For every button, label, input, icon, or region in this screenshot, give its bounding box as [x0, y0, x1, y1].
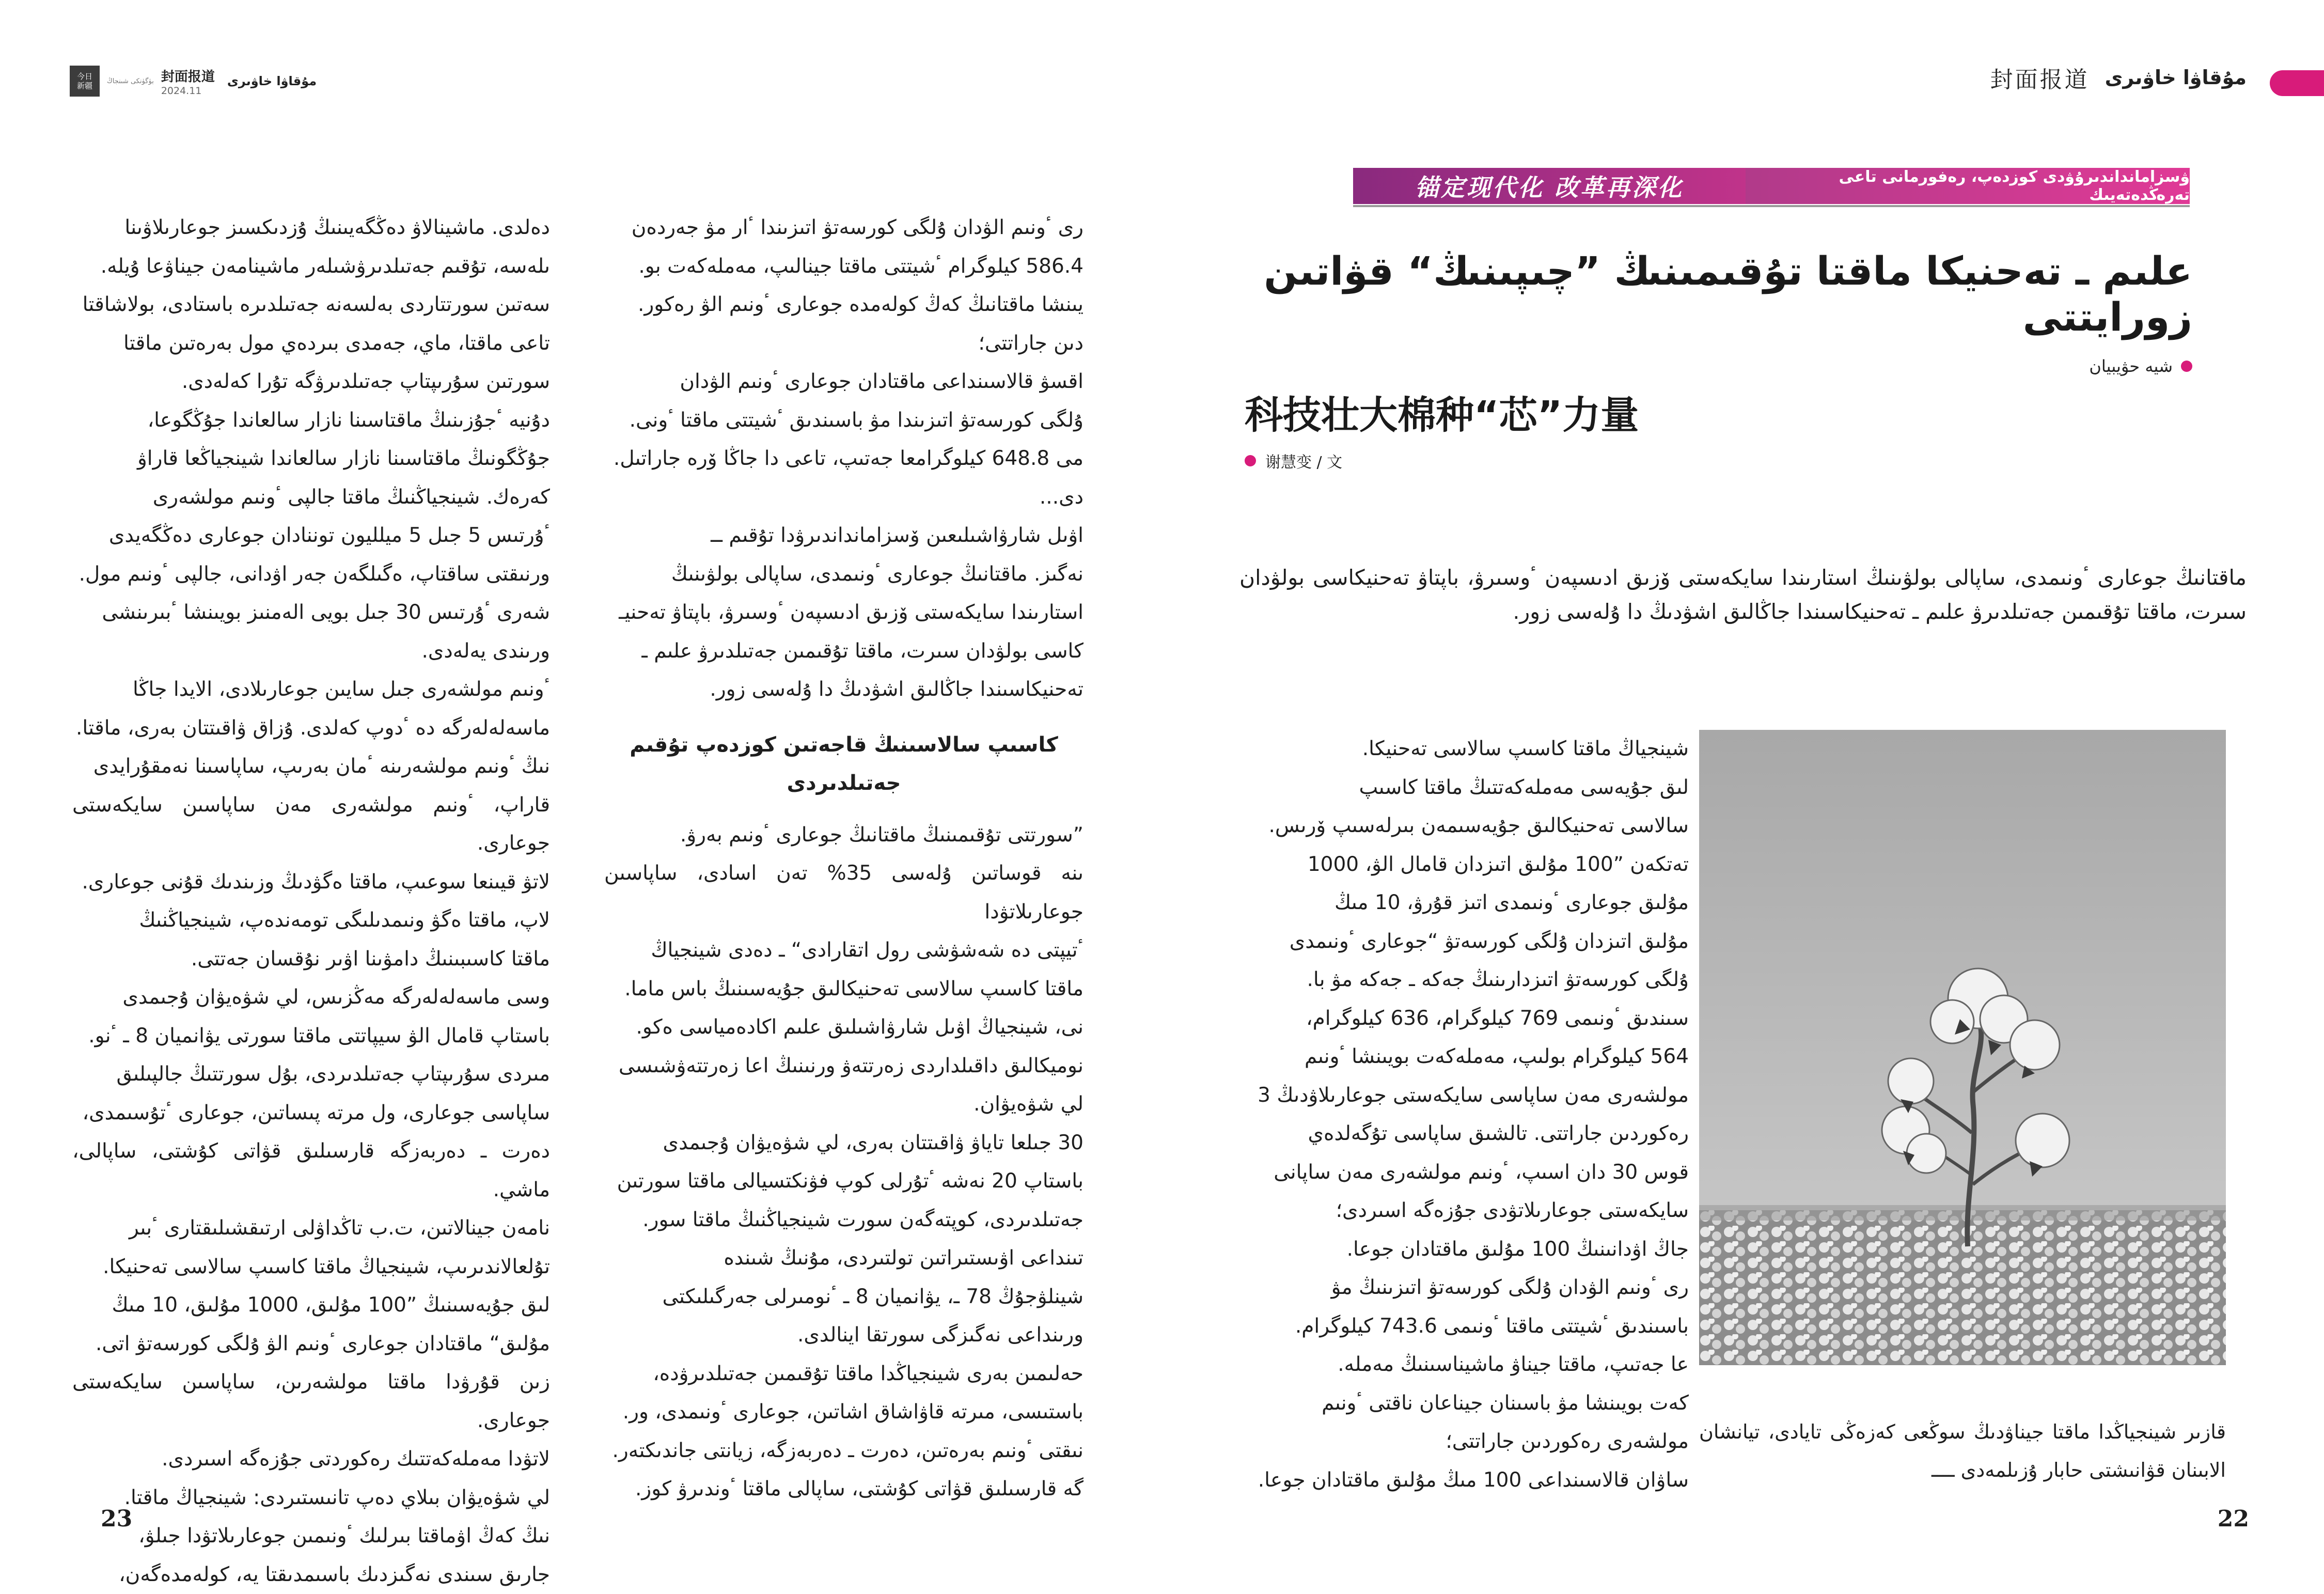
bullet-dot	[1245, 455, 1256, 466]
text-line: ماقتا كاسىبىنىڭ دامۋىنا اۋىر نۇقسان جەتتى.	[72, 940, 550, 979]
text-line: دەرت ـ دەربەزگە قارسىلىق قۋاتى كۇشتى، ساپالى، ماشي.	[72, 1132, 550, 1209]
text-line: جۇڭگونىڭ ماقتاسىنا نازار سالعاندا شينجياڭعا قاراۋ	[72, 440, 550, 478]
col-left-paragraph-1	[72, 209, 550, 401]
text-line: مۇلىق جوعارى ٴونىمدى اتىز قۇرۋ، 10 مىڭ	[1239, 884, 1689, 923]
col-left-paragraph-3	[72, 670, 550, 978]
running-header-left	[70, 64, 317, 98]
text-line: لي شۋەيۋان بىلاي دەپ تانىستىردى: شينجياڭ ماقتا.	[72, 1479, 550, 1518]
text-line: مولشەرى رەكوردىن جاراتتى؛	[1239, 1423, 1689, 1461]
page-number-right: 22	[2218, 1506, 2249, 1532]
text-line: حەلىمىن بەرى شينجياڭدا ماقتا تۇقىمىن جەتىلدىرۋدە،	[604, 1355, 1084, 1394]
col-mid-paragraph-3	[604, 517, 1084, 709]
header-right-zh: 封面报道	[1990, 61, 2090, 94]
page-number-left: 23	[101, 1506, 132, 1532]
text-line: باستاپ 20 نەشە ٴتۇرلى كوپ فۋنكتسيالى ماقتا سورتىن	[604, 1162, 1084, 1201]
banner-zh: 锚定现代化 改革再深化	[1353, 168, 1746, 204]
text-line: نوميكالىق داقىلداردى زەرتتەۋ ورنىنىڭ اعا زەرتتەۋشىسى	[604, 1047, 1084, 1086]
text-line: لاپ، ماقتا ەگۋ ونىمدىلىگى تومەندەپ، شينجياڭنىڭ	[72, 901, 550, 940]
text-line: عا جەتىپ، ماقتا جيناۋ ماشيناسىنىڭ مەملە.	[1239, 1346, 1689, 1384]
text-line: نىقتى ٴونىم بەرەتىن، دەرت ـ دەربەزگە، زيانتى جاندىكتەر.	[604, 1432, 1084, 1471]
text-line: قاراپ، ٴونىم مولشەرى مەن ساپاسىن سايكەستى جوعارى.	[72, 786, 550, 863]
col-mid-paragraph-6	[604, 1355, 1084, 1509]
text-line: مى 648.8 كيلوگرامعا جەتىپ، تاعى دا جاڭا ۆرە جاراتىل.	[604, 440, 1084, 478]
text-line: تەحنيكاسىندا جاڭالىق اشۋدىڭ دا ۇلەسى زور.	[604, 670, 1084, 709]
magazine-logo	[70, 66, 100, 97]
text-line: باستاپ قامال الۋ سيپاتتى ماقتا سورتى يۋانميان 8 ـ ٴنو.	[72, 1017, 550, 1056]
logo-subtitle: بۈگۈنكى شىنجاڭ	[107, 77, 154, 85]
text-line: ٴونىم مولشەرى جىل سايىن جوعارىلادى، الايدا جاڭا	[72, 670, 550, 709]
text-line: مۇلىق“ ماقتادان جوعارى ٴونىم الۋ ۇلگى كورسەتۋ اتى.	[72, 1325, 550, 1364]
text-line: زىن قۇرۋدا ماقتا مولشەرىن، ساپاسىن سايكەستى جوعارى.	[72, 1363, 550, 1440]
text-line: لي شۋەيۋان.	[604, 1085, 1084, 1124]
text-line: 564 كيلوگرام بولىپ، مەملەكەت بويىنشا ٴونىم	[1239, 1038, 1689, 1076]
text-line: نامەن جينالاتىن، ت.ب تاڭداۋلى ارتىقشىلىقتارى ٴبىر	[72, 1209, 550, 1248]
text-line: شينلۋجۇڭ 78 ـ، يۋانميان 8 ـ ٴنومىرلى جەرگىلىكتى	[604, 1278, 1084, 1317]
text-line: نىڭ ٴونىم مولشەرىنە ٴمان بەرىپ، ساپاسىنا نەمقۇرايدى	[72, 747, 550, 786]
text-line: سورتىن سۇرىپتاپ جەتىلدىرۋگە تۇرا كەلەدى.	[72, 363, 550, 401]
text-line: ٴۇرتىس 5 جىل 5 ميلليون توننادان جوعارى دەڭگەيدى	[72, 517, 550, 555]
col-mid-paragraph-2	[604, 363, 1084, 517]
author-zh: 谢慧变 / 文	[1265, 449, 1342, 472]
text-line: 30 جىلعا تاياۋ ۋاقىتتان بەرى، لي شۋەيۋان ۇجىمدى	[604, 1124, 1084, 1163]
text-line: رەكوردىن جاراتتى. تالشىق ساپاسى تۇگەلدەي	[1239, 1115, 1689, 1153]
banner-ug: ۋسزامانداندىرۇۋدى كوزدەپ، رەفورمانى تاعى تەرەڭدەتەيىك	[1746, 168, 2190, 204]
text-line: دىن جاراتتى؛	[604, 324, 1084, 363]
text-line: كەرەك. شينجياڭنىڭ ماقتا جالپى ٴونىم مولشەرى	[72, 478, 550, 517]
section-heading: كاسىپ سالاسىنىڭ قاجەتىن كوزدەپ تۇقىم جەتىلدىردى	[604, 726, 1084, 803]
author-ug-line	[2089, 356, 2192, 376]
text-line: مۇلىق اتىزدان ۇلگى كورسەتۋ “جوعارى ٴونىمدى	[1239, 923, 1689, 961]
text-line: ىنە قوساتىن ۇلەسى 35% تەن اسادى، ساپاسىن جوعارىلاتۋدا	[604, 854, 1084, 931]
text-line: ماقتا كاسىپ سالاسى تەحنيكالىق جۇيەسىنىڭ باس ماما.	[604, 970, 1084, 1009]
text-line: وسى ماسەلەلەرگە مەڭزىس، لي شۋەيۋان ۇجىمدى	[72, 978, 550, 1017]
text-line: سىندىق ٴونىمى 769 كيلوگرام، 636 كيلوگرام،	[1239, 999, 1689, 1038]
text-line: ورىندى يەلەدى.	[72, 632, 550, 671]
text-line: كەت بويىنشا مۋ باسىنان جيناعان ناقتى ٴونىم	[1239, 1384, 1689, 1423]
text-line: تىنداعى اۋىستىراتىن تولتىردى، مۇنىڭ شىندە	[604, 1239, 1084, 1278]
text-line: تەتكەن ”100 مۇلىق اتىزدان قامال الۋ، 1000	[1239, 846, 1689, 884]
article-title-zh: 科技壮大棉种“芯”力量	[1245, 385, 1639, 440]
header-section-ug: مۇقاۋا خاۋىرى	[227, 74, 317, 88]
text-line: استارىندا سايكەستى ۆزىق ادىسپەن ٴوسىرۋ، باپتاۋ تەحنيـ	[604, 593, 1084, 632]
col-left-paragraph-5	[72, 1479, 550, 1594]
text-line: لىق جۇيەسىنىڭ ”100 مۇلىق، 1000 مۇلىق، 10 مىڭ	[72, 1286, 550, 1325]
col-left-paragraph-2	[72, 401, 550, 671]
text-line: رى ٴونىم الۋدان ۇلگى كورسەتۋ اتىزىندا ٴار مۋ جەردەن	[604, 209, 1084, 247]
text-line: شينجياڭ ماقتا كاسىپ سالاسى تەحنيكا.	[1239, 730, 1689, 769]
col-mid-paragraph-5	[604, 1124, 1084, 1355]
text-line: دەلدى. ماشينالاۋ دەڭگەيىنىڭ ۇزدىكسىز جوعارىلاۋىنا	[72, 209, 550, 247]
text-line: دۇنيە ٴجۇزىنىڭ ماقتاسىنا نازار سالعاندا جۇڭگوعا،	[72, 401, 550, 440]
text-line: يىنشا ماقتانىڭ كەڭ كولەمدە جوعارى ٴونىم الۋ رەكور.	[604, 286, 1084, 324]
photo-caption: قازىر شينجياڭدا ماقتا جيناۋدىڭ سوڭعى كەزەڭى تايادى، تيانشان الابىنان قۋانىشتى حابار ۇزىلمەدى ــــ	[1699, 1413, 2226, 1489]
text-line: جاڭ اۋدانىنىڭ 100 مۇلىق ماقتادان جوعا.	[1239, 1230, 1689, 1269]
text-line: كاسى بولۋدان سىرت، ماقتا تۇقىمىن جەتىلدىرۋ علىم ـ	[604, 632, 1084, 671]
text-line: مولشەرى مەن ساپاسى سايكەستى جوعارىلاۋدىڭ 3	[1239, 1076, 1689, 1115]
text-line: ۇلگى كورسەتۋ اتىزدارىنىڭ جەكە ـ جەكە مۋ با.	[1239, 961, 1689, 999]
text-line: باسىندىق ٴشيتتى ماقتا ٴونىمى 743.6 كيلوگرام.	[1239, 1307, 1689, 1346]
text-line: ساۋان قالاسىنداعى 100 مىڭ مۇلىق ماقتادان جوعا.	[1239, 1461, 1689, 1500]
text-line: گە قارسىلىق قۋاتى كۇشتى، ساپالى ماقتا ٴوندىرۋ كوز.	[604, 1470, 1084, 1509]
col-mid-paragraph-4	[604, 816, 1084, 1124]
column-left	[72, 209, 550, 1594]
cotton-photo	[1699, 730, 2226, 1365]
text-line: ماسەلەلەرگە دە ٴدوپ كەلدى. ۇزاق ۋاقىتتان بەرى، ماقتا.	[72, 709, 550, 748]
text-line: لاتۋ قيىنعا سوعىپ، ماقتا ەگۋدىڭ وزىندىك قۇنى جوعارى.	[72, 863, 550, 902]
text-line: ورنىقتى ساقتاپ، ەگىلگەن جەر اۋدانى، جالپى ٴونىم مول.	[72, 555, 550, 594]
logo-text-bottom: 新疆	[77, 81, 92, 90]
running-header-right	[1990, 62, 2247, 93]
text-line: ”سورتتى تۇقىمىنىڭ ماقتانىڭ جوعارى ٴونىم بەرۋ.	[604, 816, 1084, 855]
column-right	[1239, 730, 1689, 1499]
text-line: جەتىلدىردى، كوپتەگەن سورت شينجياڭنىڭ ماقتا سور.	[604, 1201, 1084, 1240]
text-line: جارىق سىندى نەگىزدىك باسىمدىقتا يە، كولەمدەگەن،	[72, 1556, 550, 1594]
article-lead: ماقتانىڭ جوعارى ٴونىمدى، ساپالى بولۋىنىڭ استارىندا سايكەستى ۆزىق ادىسپەن ٴوسىرۋ، باپتاۋ تەحنيكاسى بولۋدان سىرت، ماقتا تۇقىمىن جەتىلدىرۋ علىم ـ تەحنيكاسىندا جاڭالىق اشۋدىڭ دا ۇلەسى زور.	[1239, 560, 2247, 629]
text-line: تۇلعالاندىرىپ، شينجياڭ ماقتا كاسىپ سالاسى تەحنيكا.	[72, 1248, 550, 1287]
text-line: ىلەسە، تۇقىم جەتىلدىرۋشىلەر ماشينامەن جيناۋعا ۇيلە.	[72, 247, 550, 286]
cotton-plant-image	[1699, 730, 2226, 1365]
section-tab-marker	[2270, 70, 2324, 96]
text-line: شەرى ٴۇرتىس 30 جىل بويى الەمنىز بويىنشا ٴبىرىنشى	[72, 593, 550, 632]
author-ug: شيە حۋيبيان	[2089, 356, 2173, 376]
text-line: باستىسى، مىرتە قاۋاشاق اشاتىن، جوعارى ٴونىمدى، ور.	[604, 1393, 1084, 1432]
text-line: نەگىز. ماقتانىڭ جوعارى ٴونىمدى، ساپالى بولۋىنىڭ	[604, 555, 1084, 594]
banner-rule	[1353, 205, 2190, 207]
text-line: 586.4 كيلوگرام ٴشيتتى ماقتا جينالىپ، مەملەكەت بو.	[604, 247, 1084, 286]
text-line: ۇلگى كورسەتۋ اتىزىندا مۋ باسىندىق ٴشيتتى ماقتا ٴونى.	[604, 401, 1084, 440]
text-line: نىڭ كەڭ اۋماقتا بىرلىك ٴونىمىن جوعارىلاتۋدا جىلۋ،	[72, 1517, 550, 1556]
text-line: سەتىن سورتتاردى بەلسەنە جەتىلدىرە باستادى، بولاشاقتا	[72, 286, 550, 324]
text-line: اقسۋ قالاسىنداعى ماقتادان جوعارى ٴونىم الۋدان	[604, 363, 1084, 401]
article-title-ug: علىم ـ تەحنيكا ماقتا تۇقىمىنىڭ ”چىپىنىڭ“ قۋاتىن زورايتتى	[1211, 248, 2192, 340]
author-zh-line	[1245, 449, 1342, 472]
text-line: سالاسى تەحنيكالىق جۇيەسىمەن بىرلەسىپ ۆرىس.	[1239, 807, 1689, 846]
text-line: ٴتيپتى دە شەشۋشى رول اتقارادى“ ـ دەدى شينجياڭ	[604, 931, 1084, 970]
col-mid-paragraph-1	[604, 209, 1084, 363]
text-line: اۋىل شارۋاشىلىعىن ۆسزامانداندىرۋدا تۇقىم ــ	[604, 517, 1084, 555]
text-line: مىردى سۇرىپتاپ جەتىلدىردى، بۇل سورتتىڭ جالپىلىق	[72, 1055, 550, 1094]
column-middle	[604, 209, 1084, 1509]
header-right-ug: مۇقاۋا خاۋىرى	[2105, 66, 2247, 89]
text-line: سايكەستى جوعارىلاتۋدى جۇزەگە اسىردى؛	[1239, 1192, 1689, 1230]
text-line: ورىنداعى نەگىزگى سورتقا اينالدى.	[604, 1316, 1084, 1355]
bullet-dot	[2181, 361, 2192, 372]
logo-text-top: 今日	[77, 72, 92, 81]
text-line: تاعى ماقتا، ماي، جەمدى بىردەي مول بەرەتىن ماقتا	[72, 324, 550, 363]
topic-banner	[1353, 168, 2190, 204]
text-line: دى...	[604, 478, 1084, 517]
header-section-zh: 封面报道	[161, 66, 215, 85]
text-line: رى ٴونىم الۋدان ۇلگى كورسەتۋ اتىزىنىڭ مۋ	[1239, 1269, 1689, 1307]
text-line: نى، شينجياڭ اۋىل شارۋاشىلىق علىم اكادەمياسى ەكو.	[604, 1008, 1084, 1047]
text-line: قوس 30 دان اسىپ، ٴونىم مولشەرى مەن ساپانى	[1239, 1153, 1689, 1192]
header-date: 2024.11	[161, 85, 215, 97]
text-line: لىق جۇيەسى مەملەكەتتىڭ ماقتا كاسىپ	[1239, 769, 1689, 807]
col-left-paragraph-4	[72, 978, 550, 1479]
text-line: لاتۋدا مەملەكەتتىك رەكوردتى جۇزەگە اسىردى.	[72, 1440, 550, 1479]
text-line: ساپاسى جوعارى، ول مرتە پىساتىن، جوعارى ٴتۇسىمدى،	[72, 1094, 550, 1133]
